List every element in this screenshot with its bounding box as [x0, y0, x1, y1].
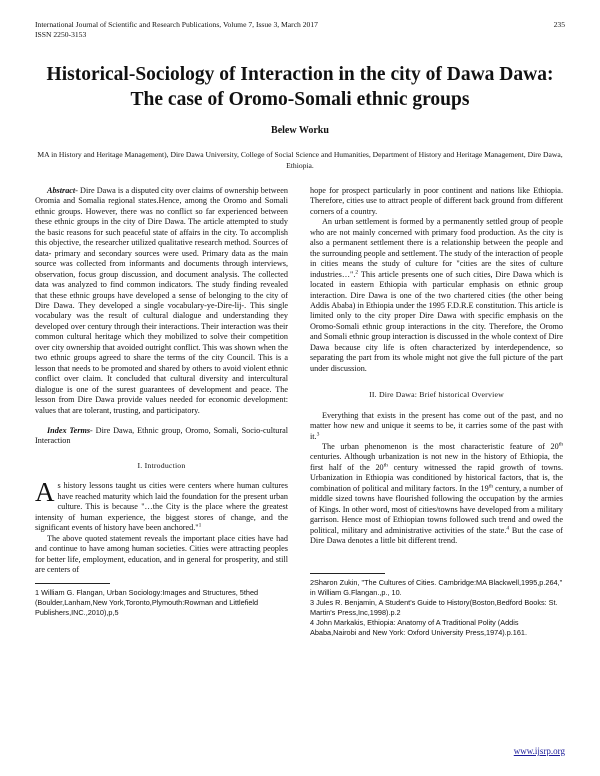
intro-paragraph-1 [35, 477, 288, 533]
footnote-ref-3[interactable]: 3 [316, 430, 320, 437]
abstract [35, 186, 288, 416]
overview-text-2a: The urban phenomenon is the most characteristic feature of 20 [322, 441, 559, 451]
abstract-label: Abstract- [47, 186, 78, 195]
footnote-2: 2Sharon Zukin, "The Cultures of Cities. Cambridge:MA Blackwell,1995,p.264," in William G.Flangan.,p., 10. [310, 577, 563, 597]
index-terms-label: Index Terms- [47, 425, 93, 435]
footnote-divider [35, 583, 110, 584]
left-column [35, 186, 288, 618]
intro-paragraph-continued: hope for prospect particularly in poor continent and nations like Ethiopia. Therefore, cities use to attract people of different back ground from different corners of a country. [310, 186, 563, 216]
overview-text-2e: But the case of Dire Dawa denotes a little bit different trend. [310, 525, 563, 546]
ordinal-th: th [383, 462, 388, 469]
intro-text-3a: An urban settlement is formed by a permanently settled group of people who are not mainly concerned with primary food production. As the city is also a permanent settlement there is a relationship between the people and the surrounding people and settlement. The study of the interaction of people in cities means the study of culture for "cities are the sites of culture industries…". [310, 217, 563, 279]
page-number: 235 [553, 20, 565, 29]
footnote-ref-2[interactable]: 2 [355, 268, 359, 275]
drop-cap: A [35, 477, 55, 508]
paper-title: Historical-Sociology of Interaction in the city of Dawa Dawa: The case of Oromo-Somali ethnic groups [46, 64, 554, 110]
section-heading-overview: II. Dire Dawa: Brief historical Overview [369, 390, 504, 400]
ordinal-th: th [488, 483, 493, 490]
ordinal-th: th [558, 441, 563, 448]
issn: ISSN 2250-3153 [35, 29, 87, 39]
author-affiliation: MA in History and Heritage Management), Dire Dawa University, College of Social Science and Humanities, Department of History and Heritage Management, Dire Dawa, Ethiopia. [37, 150, 563, 170]
journal-url-link[interactable]: www.ijsrp.org [513, 746, 565, 756]
abstract-text: Dire Dawa is a disputed city over claims of ownership between Oromia and Somalia regional states.Hence, among the Oromo and Somali ethnic groups. However, there was no conflict so far experienced between these ethnic groups in the city of Dire Dawa. The article attempted to study the basic reasons for such peaceful state of affairs in the city. To accomplish this objective, the researcher utilized qualitative research method. Sources of data- primary and secondary sources were used. Primary data as the main source was collected from informants and documents through interviews, observation, focus group discussion, and document analysis. The collected data was analyzed to find common indicators. The study finding revealed that these ethnic groups have developed a sense of belonging to the city of Dire Dawa. They developed a single vocabulary-ye-Dire-lij-. This single vocabulary was the result of cultural dialogue and understanding they developed over century through their interactions. Their interaction was their common cultural heritage which they mobilized to solve their competition over city ownership that avoided outright conflict. This was shown when the two ethnic groups agreed to share the terms of the city Council. This is a lesson that needs to be promoted and shared by others to avoid violent ethnic conflict over claim. It concluded that cultural diversity and intercultural dialogue is one of the surest guarantees of development and peace. The lesson from Dire Dawa provide values needed for economic development: values that are tolerant, trusting, and participatory. [35, 186, 288, 415]
overview-text-2d: century, a number of middle sized towns have flourished following the occupation by the armies of Kings. In other word, most of cities/towns have developed from a military garrison. Hence most of Ethiopian towns followed such trend and owed the political, military and administrative activities of the state. [310, 483, 564, 535]
overview-paragraph-2 [310, 442, 563, 547]
intro-paragraph-3 [310, 217, 563, 374]
author-name: Belew Worku [271, 125, 329, 136]
intro-paragraph-2: The above quoted statement reveals the important place cities have had and continue to have among human societies. Cities were attracting peoples for better life, employment, education, and in general for prosperity, and still are centers of [35, 533, 288, 574]
section-heading-introduction: I. Introduction [137, 460, 186, 470]
footnote-4: 4 John Markakis, Ethiopia: Anatomy of A Traditional Polity (Addis Ababa,Nairobi and New York: Oxford University Press,1974).p.161. [310, 617, 527, 637]
index-terms [35, 426, 288, 447]
intro-text-3b: This article presents one of such cities, Dire Dawa which is located in eastern Ethiopia with particular emphasis on ethnic group interaction. Dire Dawa is one of the two chartered cities (the other being Addis Ababa) in Ethiopia under the 1995 F.D.R.E constitution. This article is limited only to the city proper Dire Dawa with specific emphasis on the Oromo-Somali ethnic group interactions in the city. Therefore, the Oromo and Somali ethnic group interaction is discussed in the whole context of Dire Dawa because city life is often characterized by interdependence, so separating the part from its whole might not give the full picture of the part under discussion. [310, 269, 563, 373]
right-column [310, 186, 563, 638]
footnote-ref-4[interactable]: 4 [506, 524, 510, 531]
overview-paragraph-1 [310, 411, 563, 442]
intro-text-1: s history lessons taught us cities were centers where human cultures have reached maturity which laid the foundation for the present urban culture. This is because "…the City is the place where the greatest intensity of human experience, the biggest stores of change, and the significant events of history have been anchored." [35, 481, 288, 533]
running-header [35, 20, 565, 39]
overview-text-1: Everything that exists in the present has come out of the past, and no matter how new and unique it seems to be, it carries some of the past with it. [310, 410, 563, 441]
footnote-1: 1 William G. Flangan, Urban Sociology:Images and Structures, 5thed (Boulder,Lanham,New York,Toronto,Plymouth:Rowman and Littlefield Publishers,INC.,2010),p,5 [35, 588, 259, 618]
overview-text-2c: century witnessed the rapid growth of towns. Urbanization in Ethiopia was conditioned by historical factors, that is, the combination of political and military factors. In the 19 [310, 462, 563, 493]
footnote-3: 3 Jules R. Benjamin, A Student's Guide to History(Boston,Bedford Books: St. Martin's Press,Inc,1998).p.2 [310, 597, 558, 617]
overview-text-2b: centuries. Although urbanization is not new in the history of Ethiopia, the first half of the 20 [310, 452, 563, 472]
index-terms-text: Dire Dawa, Ethnic group, Oromo, Somali, Socio-cultural Interaction [35, 425, 288, 446]
footnote-ref-1[interactable]: 1 [198, 522, 202, 529]
journal-name: International Journal of Scientific and Research Publications, Volume 7, Issue 3, March 2017 [35, 20, 318, 29]
footnote-divider [310, 573, 385, 574]
